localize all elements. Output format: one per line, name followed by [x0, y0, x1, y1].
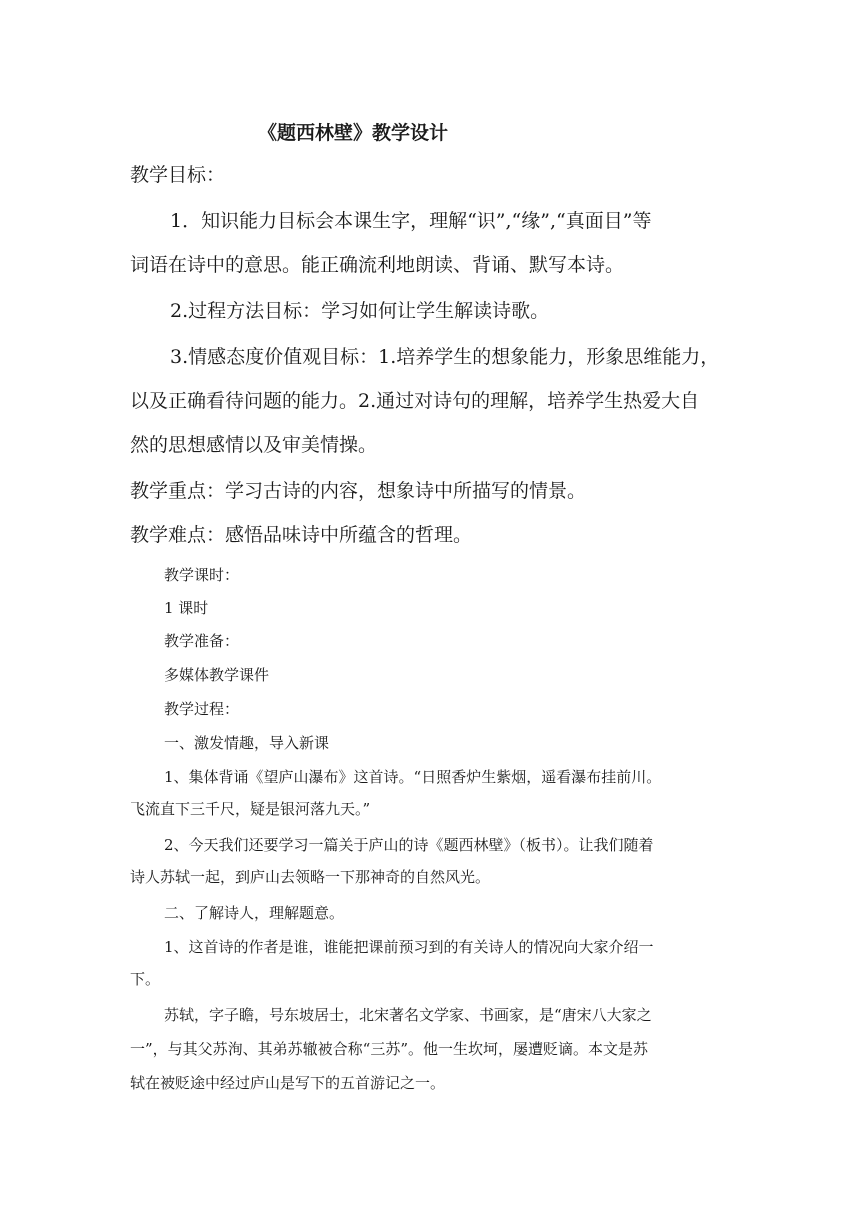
objective-2: 2.过程方法目标：学习如何让学生解读诗歌。 — [170, 300, 550, 322]
document-title: 《题西林壁》教学设计 — [258, 122, 449, 144]
section-1-item-1-line-1: 1、集体背诵《望庐山瀑布》这首诗。“日照香炉生紫烟，遥看瀑布挂前川。 — [164, 768, 662, 786]
objective-1-line-2: 词语在诗中的意思。能正确流利地朗读、背诵、默写本诗。 — [130, 254, 625, 276]
section-2-bio-line-1: 苏轼，字子瞻，号东坡居士，北宋著名文学家、书画家，是“唐宋八大家之 — [164, 1006, 652, 1024]
section-2-bio-line-3: 轼在被贬途中经过庐山是写下的五首游记之一。 — [130, 1074, 446, 1092]
section-1-item-1-line-2: 飞流直下三千尺，疑是银河落九天。” — [130, 800, 371, 818]
process-label: 教学过程： — [164, 700, 240, 718]
section-1-heading: 一、激发情趣，导入新课 — [164, 734, 330, 752]
objective-3-line-3: 然的思想感情以及审美情操。 — [130, 434, 378, 456]
class-hours-label: 教学课时： — [164, 566, 240, 584]
section-2-item-1-line-1: 1、这首诗的作者是谁，谁能把课前预习到的有关诗人的情况向大家介绍一 — [164, 938, 654, 956]
section-2-heading: 二、了解诗人，理解题意。 — [164, 904, 345, 922]
objective-3-line-2: 以及正确看待问题的能力。2.通过对诗句的理解，培养学生热爱大自 — [130, 390, 700, 412]
preparation-value: 多媒体教学课件 — [164, 666, 270, 684]
section-1-item-2-line-1: 2、今天我们还要学习一篇关于庐山的诗《题西林壁》（板书）。让我们随着 — [164, 836, 654, 854]
class-hours-value: 1 课时 — [164, 599, 209, 617]
section-1-item-2-line-2: 诗人苏轼一起，到庐山去领略一下那神奇的自然风光。 — [130, 868, 491, 886]
objective-3-line-1: 3.情感态度价值观目标：1.培养学生的想象能力，形象思维能力， — [170, 346, 720, 368]
key-point: 教学重点：学习古诗的内容，想象诗中所描写的情景。 — [130, 480, 587, 502]
section-2-bio-line-2: 一”，与其父苏洵、其弟苏辙被合称“三苏”。他一生坎坷，屡遭贬谪。本文是苏 — [130, 1040, 649, 1058]
section-2-item-1-line-2: 下。 — [130, 970, 161, 988]
difficulty: 教学难点：感悟品味诗中所蕴含的哲理。 — [130, 524, 473, 546]
preparation-label: 教学准备： — [164, 632, 240, 650]
objective-1-line-1: 1．知识能力目标会本课生字，理解“识”,“缘”,“真面目”等 — [170, 210, 652, 232]
objectives-heading: 教学目标： — [130, 164, 226, 186]
